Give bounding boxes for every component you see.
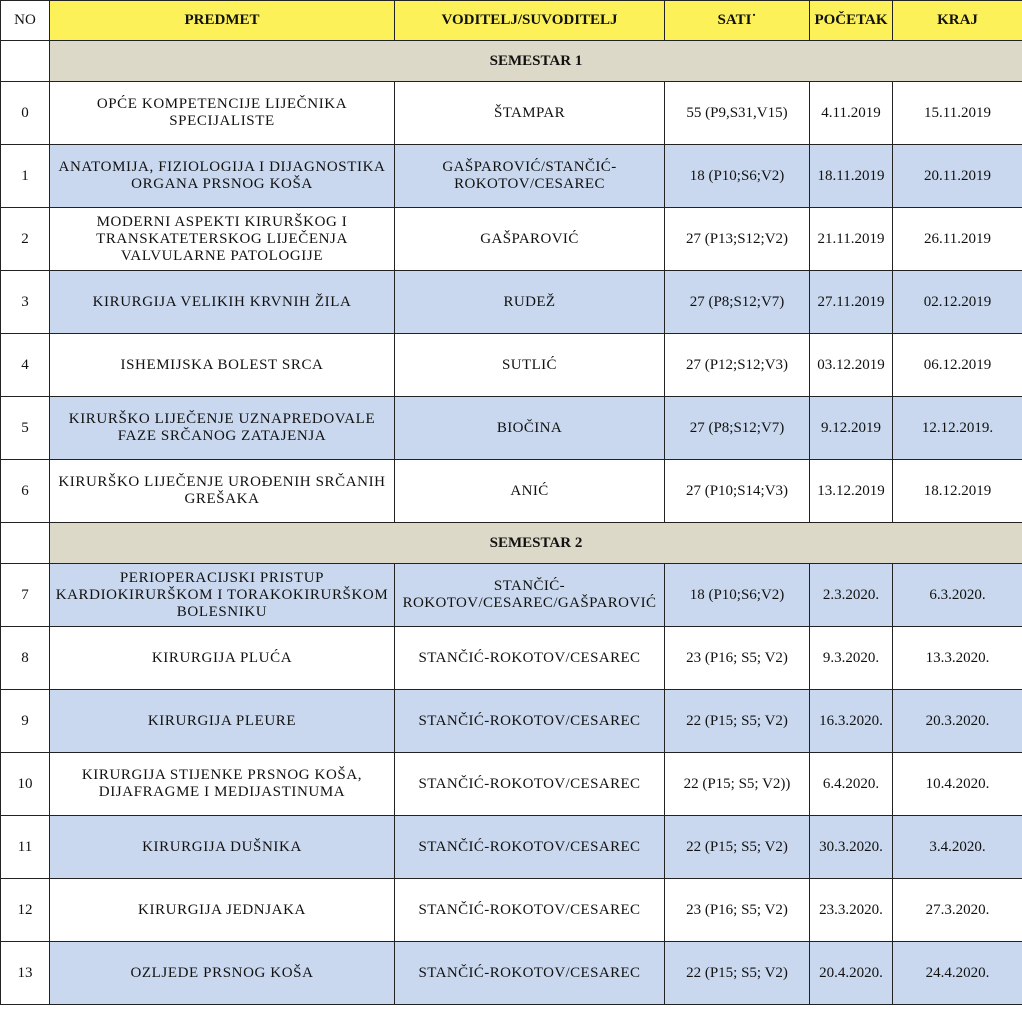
cell-sati: 55 (P9,S31,V15) xyxy=(665,82,810,145)
cell-predmet: KIRURGIJA JEDNJAKA xyxy=(50,879,395,942)
cell-pocetak: 27.11.2019 xyxy=(810,271,893,334)
table-row xyxy=(1,397,1022,460)
semester-spacer xyxy=(1,523,50,564)
cell-pocetak: 16.3.2020. xyxy=(810,690,893,753)
table-row xyxy=(1,82,1022,145)
cell-kraj: 06.12.2019 xyxy=(893,334,1022,397)
table-row xyxy=(1,460,1022,523)
cell-no: 4 xyxy=(1,334,50,397)
cell-no: 6 xyxy=(1,460,50,523)
cell-sati: 22 (P15; S5; V2) xyxy=(665,816,810,879)
cell-predmet: MODERNI ASPEKTI KIRURŠKOG I TRANSKATETERSKOG LIJEČENJA VALVULARNE PATOLOGIJE xyxy=(50,208,395,271)
cell-no: 3 xyxy=(1,271,50,334)
cell-voditelj: STANČIĆ-ROKOTOV/CESAREC xyxy=(395,753,665,816)
cell-kraj: 18.12.2019 xyxy=(893,460,1022,523)
semester-row xyxy=(1,41,1022,82)
cell-no: 1 xyxy=(1,145,50,208)
cell-no: 0 xyxy=(1,82,50,145)
cell-predmet: KIRURGIJA PLUĆA xyxy=(50,627,395,690)
cell-no: 8 xyxy=(1,627,50,690)
cell-voditelj: GAŠPAROVIĆ/STANČIĆ-ROKOTOV/CESAREC xyxy=(395,145,665,208)
cell-predmet: KIRURŠKO LIJEČENJE UZNAPREDOVALE FAZE SRČANOG ZATAJENJA xyxy=(50,397,395,460)
cell-no: 10 xyxy=(1,753,50,816)
cell-voditelj: RUDEŽ xyxy=(395,271,665,334)
cell-voditelj: SUTLIĆ xyxy=(395,334,665,397)
cell-voditelj: STANČIĆ-ROKOTOV/CESAREC xyxy=(395,816,665,879)
semester-label: SEMESTAR 1 xyxy=(50,41,1022,82)
cell-sati: 18 (P10;S6;V2) xyxy=(665,145,810,208)
cell-sati: 23 (P16; S5; V2) xyxy=(665,879,810,942)
cell-voditelj: GAŠPAROVIĆ xyxy=(395,208,665,271)
cell-predmet: ANATOMIJA, FIZIOLOGIJA I DIJAGNOSTIKA ORGANA PRSNOG KOŠA xyxy=(50,145,395,208)
cell-voditelj: BIOČINA xyxy=(395,397,665,460)
header-sati: SATI˙ xyxy=(665,1,810,41)
cell-sati: 27 (P12;S12;V3) xyxy=(665,334,810,397)
cell-predmet: KIRURŠKO LIJEČENJE UROĐENIH SRČANIH GREŠAKA xyxy=(50,460,395,523)
semester-label: SEMESTAR 2 xyxy=(50,523,1022,564)
cell-sati: 22 (P15; S5; V2) xyxy=(665,690,810,753)
cell-kraj: 10.4.2020. xyxy=(893,753,1022,816)
table-row xyxy=(1,564,1022,627)
cell-pocetak: 6.4.2020. xyxy=(810,753,893,816)
cell-voditelj: STANČIĆ-ROKOTOV/CESAREC xyxy=(395,627,665,690)
cell-sati: 22 (P15; S5; V2)) xyxy=(665,753,810,816)
cell-pocetak: 13.12.2019 xyxy=(810,460,893,523)
header-voditelj: VODITELJ/SUVODITELJ xyxy=(395,1,665,41)
cell-no: 12 xyxy=(1,879,50,942)
cell-voditelj: STANČIĆ-ROKOTOV/CESAREC xyxy=(395,879,665,942)
cell-voditelj: STANČIĆ-ROKOTOV/CESAREC xyxy=(395,942,665,1005)
cell-pocetak: 2.3.2020. xyxy=(810,564,893,627)
header-no: NO xyxy=(1,1,50,41)
cell-sati: 27 (P10;S14;V3) xyxy=(665,460,810,523)
table-row xyxy=(1,942,1022,1005)
table-row xyxy=(1,208,1022,271)
cell-sati: 23 (P16; S5; V2) xyxy=(665,627,810,690)
cell-kraj: 20.3.2020. xyxy=(893,690,1022,753)
table-row xyxy=(1,753,1022,816)
cell-predmet: OPĆE KOMPETENCIJE LIJEČNIKA SPECIJALISTE xyxy=(50,82,395,145)
cell-predmet: KIRURGIJA DUŠNIKA xyxy=(50,816,395,879)
table-row xyxy=(1,816,1022,879)
cell-kraj: 13.3.2020. xyxy=(893,627,1022,690)
cell-voditelj: STANČIĆ-ROKOTOV/CESAREC/GAŠPAROVIĆ xyxy=(395,564,665,627)
cell-no: 2 xyxy=(1,208,50,271)
table-row xyxy=(1,627,1022,690)
cell-no: 11 xyxy=(1,816,50,879)
header-kraj: KRAJ xyxy=(893,1,1022,41)
cell-pocetak: 21.11.2019 xyxy=(810,208,893,271)
semester-row xyxy=(1,523,1022,564)
cell-sati: 18 (P10;S6;V2) xyxy=(665,564,810,627)
table-row xyxy=(1,690,1022,753)
cell-predmet: PERIOPERACIJSKI PRISTUP KARDIOKIRURŠKOM I TORAKOKIRURŠKOM BOLESNIKU xyxy=(50,564,395,627)
cell-pocetak: 18.11.2019 xyxy=(810,145,893,208)
table-body xyxy=(1,41,1022,1005)
cell-pocetak: 9.3.2020. xyxy=(810,627,893,690)
cell-pocetak: 30.3.2020. xyxy=(810,816,893,879)
header-pocetak: POČETAK xyxy=(810,1,893,41)
cell-voditelj: ŠTAMPAR xyxy=(395,82,665,145)
cell-predmet: KIRURGIJA STIJENKE PRSNOG KOŠA, DIJAFRAGME I MEDIJASTINUMA xyxy=(50,753,395,816)
cell-predmet: OZLJEDE PRSNOG KOŠA xyxy=(50,942,395,1005)
cell-no: 13 xyxy=(1,942,50,1005)
cell-pocetak: 9.12.2019 xyxy=(810,397,893,460)
table-row xyxy=(1,879,1022,942)
cell-kraj: 02.12.2019 xyxy=(893,271,1022,334)
cell-sati: 27 (P13;S12;V2) xyxy=(665,208,810,271)
cell-kraj: 26.11.2019 xyxy=(893,208,1022,271)
header-predmet: PREDMET xyxy=(50,1,395,41)
cell-kraj: 3.4.2020. xyxy=(893,816,1022,879)
cell-predmet: KIRURGIJA VELIKIH KRVNIH ŽILA xyxy=(50,271,395,334)
cell-pocetak: 4.11.2019 xyxy=(810,82,893,145)
cell-no: 9 xyxy=(1,690,50,753)
cell-pocetak: 20.4.2020. xyxy=(810,942,893,1005)
cell-kraj: 27.3.2020. xyxy=(893,879,1022,942)
cell-no: 5 xyxy=(1,397,50,460)
cell-pocetak: 23.3.2020. xyxy=(810,879,893,942)
cell-voditelj: ANIĆ xyxy=(395,460,665,523)
semester-spacer xyxy=(1,41,50,82)
cell-sati: 27 (P8;S12;V7) xyxy=(665,397,810,460)
cell-kraj: 12.12.2019. xyxy=(893,397,1022,460)
cell-predmet: ISHEMIJSKA BOLEST SRCA xyxy=(50,334,395,397)
cell-sati: 22 (P15; S5; V2) xyxy=(665,942,810,1005)
cell-predmet: KIRURGIJA PLEURE xyxy=(50,690,395,753)
cell-kraj: 20.11.2019 xyxy=(893,145,1022,208)
table-row xyxy=(1,145,1022,208)
header-row xyxy=(1,1,1022,41)
cell-sati: 27 (P8;S12;V7) xyxy=(665,271,810,334)
cell-no: 7 xyxy=(1,564,50,627)
table-row xyxy=(1,271,1022,334)
cell-voditelj: STANČIĆ-ROKOTOV/CESAREC xyxy=(395,690,665,753)
cell-kraj: 6.3.2020. xyxy=(893,564,1022,627)
cell-pocetak: 03.12.2019 xyxy=(810,334,893,397)
cell-kraj: 15.11.2019 xyxy=(893,82,1022,145)
table-row xyxy=(1,334,1022,397)
cell-kraj: 24.4.2020. xyxy=(893,942,1022,1005)
